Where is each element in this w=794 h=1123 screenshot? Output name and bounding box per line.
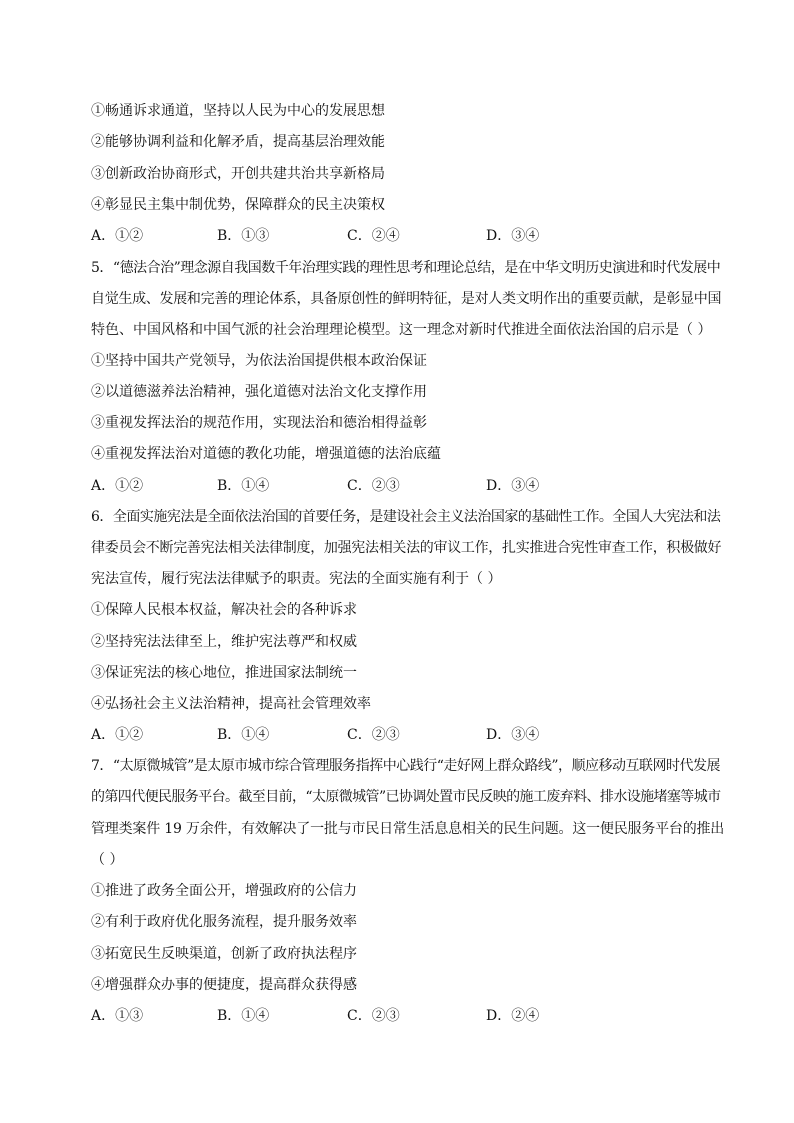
q5-option-3: ③重视发挥法治的规范作用，实现法治和德治相得益彰 — [91, 415, 427, 431]
q5-option-2: ②以道德滋养法治精神，强化道德对法治文化支撑作用 — [91, 384, 427, 400]
q6-choice-d: D．③④ — [486, 727, 540, 743]
q4-choice-a: A．①② — [91, 228, 144, 244]
q6-stem-line-3: 宪法宣传，履行宪法法律赋予的职责。宪法的全面实施有利于（ ） — [91, 571, 502, 587]
q7-choice-b: B．①④ — [217, 1008, 270, 1024]
q7-stem-line-3: 管理类案件 19 万余件，有效解决了一批与市民日常生活息息相关的民生问题。这一便民服务平台的推出 — [91, 821, 725, 837]
q6-choice-b: B．①④ — [217, 727, 270, 743]
q6-option-1: ①保障人民根本权益，解决社会的各种诉求 — [91, 602, 357, 618]
q5-choice-c: C．②③ — [347, 478, 400, 494]
q6-choice-c: C．②③ — [347, 727, 400, 743]
q5-choice-d: D．③④ — [486, 478, 540, 494]
q5-option-1: ①坚持中国共产党领导，为依法治国提供根本政治保证 — [91, 353, 427, 369]
q6-choice-a: A．①② — [91, 727, 144, 743]
q4-choices — [91, 226, 691, 246]
q5-stem-line-2: 自觉生成、发展和完善的理论体系，具备原创性的鲜明特征，是对人类文明作出的重要贡献，是彰显中国 — [91, 291, 722, 307]
q4-choice-c: C．②④ — [347, 228, 400, 244]
q5-option-4: ④重视发挥法治对道德的教化功能，增强道德的法治底蕴 — [91, 446, 441, 462]
q7-stem-line-2: 的第四代便民服务平台。截至目前，“太原微城管”已协调处置市民反映的施工废弃料、排水设施堵塞等城市 — [91, 789, 721, 805]
q6-option-4: ④弘扬社会主义法治精神，提高社会管理效率 — [91, 696, 371, 712]
q7-option-2: ②有利于政府优化服务流程，提升服务效率 — [91, 914, 357, 930]
q5-choice-a: A．①② — [91, 478, 144, 494]
q7-choice-a: A．①③ — [91, 1008, 144, 1024]
q6-stem-line-1: 6．全面实施宪法是全面依法治国的首要任务，是建设社会主义法治国家的基础性工作。全国人大宪法和法 — [91, 509, 721, 525]
q6-option-2: ②坚持宪法法律至上，维护宪法尊严和权威 — [91, 634, 357, 650]
q7-stem-line-1: 7．“太原微城管”是太原市城市综合管理服务指挥中心践行“走好网上群众路线”，顺应移动互联网时代发展 — [91, 758, 721, 774]
q6-option-3: ③保证宪法的核心地位，推进国家法制统一 — [91, 665, 357, 681]
q5-choice-b: B．①④ — [217, 478, 270, 494]
q6-stem-line-2: 律委员会不断完善宪法相关法律制度，加强宪法相关法的审议工作，扎实推进合宪性审查工作，积极做好 — [91, 540, 722, 556]
q5-stem-line-1: 5．“德法合治”理念源自我国数千年治理实践的理性思考和理论总结，是在中华文明历史演进和时代发展中 — [91, 260, 721, 276]
q4-option-4: ④彰显民主集中制优势，保障群众的民主决策权 — [91, 197, 385, 213]
q4-option-2: ②能够协调利益和化解矛盾，提高基层治理效能 — [91, 134, 385, 150]
q5-choices — [91, 476, 691, 496]
q7-choice-c: C．②③ — [347, 1008, 400, 1024]
q7-option-4: ④增强群众办事的便捷度，提高群众获得感 — [91, 977, 357, 993]
q7-choices — [91, 1006, 691, 1026]
q4-option-3: ③创新政治协商形式，开创共建共治共享新格局 — [91, 166, 385, 182]
q7-option-3: ③拓宽民生反映渠道，创新了政府执法程序 — [91, 946, 357, 962]
q4-option-1: ①畅通诉求通道，坚持以人民为中心的发展思想 — [91, 103, 385, 119]
q6-choices — [91, 725, 691, 745]
q7-choice-d: D．②④ — [486, 1008, 540, 1024]
q4-choice-d: D．③④ — [486, 228, 540, 244]
q5-stem-line-3: 特色、中国风格和中国气派的社会治理理论模型。这一理念对新时代推进全面依法治国的启示是（ ） — [91, 322, 712, 338]
q4-choice-b: B．①③ — [217, 228, 270, 244]
q7-option-1: ①推进了政务全面公开，增强政府的公信力 — [91, 883, 357, 899]
q7-stem-line-4: （ ） — [91, 852, 124, 868]
